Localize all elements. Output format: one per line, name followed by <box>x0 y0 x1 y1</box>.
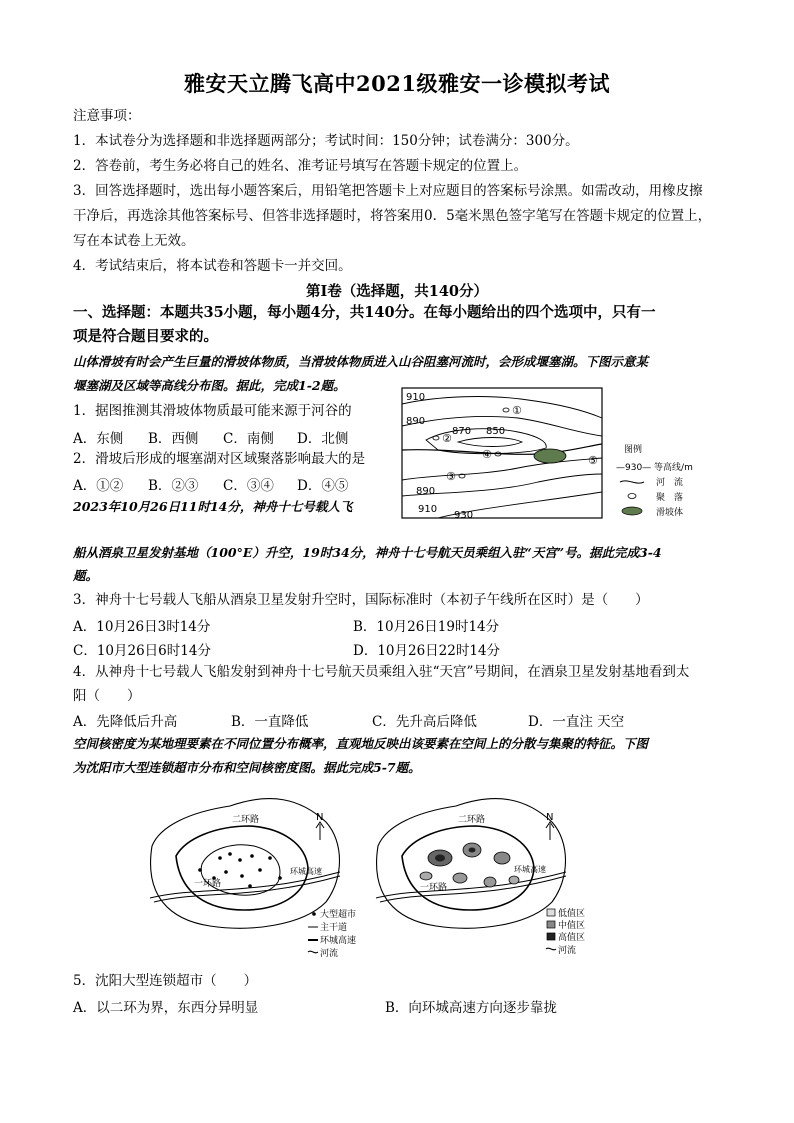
notice-heading: 注意事项： <box>73 108 141 124</box>
contour-line <box>402 397 602 418</box>
legend-item-contour: —930— 等高线/m <box>616 463 693 473</box>
legend-mid: 中值区 <box>558 921 586 931</box>
q3-option-c: C．10月26日6时14分 <box>73 643 211 659</box>
contour-label: 890 <box>416 486 436 497</box>
settlement-label: ④ <box>482 448 492 461</box>
settlement-label: ① <box>512 404 522 417</box>
section-intro: 项是符合题目要求的。 <box>73 328 218 345</box>
contour-map-figure <box>398 384 728 524</box>
label-ring2: 二环路 <box>232 815 260 825</box>
legend-main-road: 主干道 <box>320 923 348 933</box>
shenyang-maps <box>130 786 610 964</box>
legend-high: 高值区 <box>558 933 586 943</box>
legend-expressway: 环城高速 <box>320 936 357 946</box>
question-2: 2．滑坡后形成的堰塞湖对区域聚落影响最大的是 <box>73 451 366 467</box>
q2-option-d: D．④⑤ <box>297 478 349 494</box>
material-text: 堰塞湖及区域等高线分布图。据此，完成1-2题。 <box>73 378 346 393</box>
q4-option-c: C．先升高后降低 <box>372 714 477 730</box>
question-5: 5．沈阳大型连锁超市（ ） <box>73 973 258 989</box>
legend-item-settlement: 聚 落 <box>656 493 684 503</box>
q1-option-b: B．西侧 <box>148 431 199 447</box>
legend-supermarket: 大型超市 <box>320 910 357 920</box>
label-expressway: 环城高速 <box>290 867 322 876</box>
notice-item: 写在本试卷上无效。 <box>73 233 195 249</box>
supermarket-distribution-map <box>150 799 356 959</box>
contour-map <box>398 384 728 524</box>
q1-option-d: D．北侧 <box>297 431 349 447</box>
legend-river: 河流 <box>320 949 339 959</box>
question-3: 3．神舟十七号载人飞船从酒泉卫星发射升空时，国际标准时（本初子午线所在区时）是（ ） <box>73 592 649 608</box>
settlement-label: ③ <box>446 470 456 483</box>
material-text: 船从酒泉卫星发射基地（100°E）升空，19时34分，神舟十七号航天员乘组入驻“天宫”号。据此完成3-4 <box>73 545 662 560</box>
material-text: 题。 <box>73 568 99 583</box>
legend-river: 河流 <box>558 946 577 956</box>
material-text: 山体滑坡有时会产生巨量的滑坡体物质，当滑坡体物质进入山谷阻塞河流时，会形成堰塞湖。下图示意某 <box>73 354 649 369</box>
settlement-label: ② <box>442 432 452 445</box>
legend-item-river: 河 流 <box>656 478 684 488</box>
kernel-density-map <box>376 799 585 956</box>
q1-option-a: A．东侧 <box>73 431 124 447</box>
q4-option-b: B．一直降低 <box>231 714 309 730</box>
q5-option-a: A．以二环为界，东西分异明显 <box>73 1000 259 1016</box>
contour-label: 870 <box>452 426 472 437</box>
exam-title: 雅安天立腾飞高中2021级雅安一诊模拟考试 <box>184 71 610 96</box>
legend-title: 图例 <box>624 445 643 455</box>
question-1: 1．据图推测其滑坡体物质最可能来源于河谷的 <box>73 403 352 419</box>
material-text: 2023年10月26日11时14分，神舟十七号载人飞 <box>73 499 353 514</box>
contour-line <box>458 438 522 447</box>
notice-item: 4．考试结束后，将本试卷和答题卡一并交回。 <box>73 258 352 274</box>
section-intro: 一、选择题：本题共35小题，每小题4分，共140分。在每小题给出的四个选项中，只有一 <box>73 304 656 321</box>
north-label: N <box>316 812 324 823</box>
q3-option-d: D．10月26日22时14分 <box>353 643 501 659</box>
contour-label: 930 <box>454 510 474 521</box>
contour-label: 910 <box>418 504 438 515</box>
label-ring1: 一环路 <box>194 879 222 889</box>
contour-label: 850 <box>486 426 506 437</box>
q3-option-b: B．10月26日19时14分 <box>353 619 500 635</box>
north-label: N <box>546 812 554 823</box>
q2-option-c: C．③④ <box>223 478 274 494</box>
material-text: 为沈阳市大型连锁超市分布和空间核密度图。据此完成5-7题。 <box>73 760 421 775</box>
question-4: 4．从神舟十七号载人飞船发射到神舟十七号航天员乘组入驻“天宫”号期间，在酒泉卫星发射基地看到太 <box>73 664 690 680</box>
label-ring2: 二环路 <box>458 815 486 825</box>
shenyang-maps-figure <box>130 786 610 964</box>
contour-label: 890 <box>406 416 426 427</box>
legend-item-landslide: 滑坡体 <box>656 508 684 518</box>
question-4: 阳（ ） <box>73 688 141 704</box>
q1-option-c: C．南侧 <box>223 431 274 447</box>
contour-label: 910 <box>406 392 426 403</box>
q3-option-a: A．10月26日3时14分 <box>73 619 211 635</box>
settlement-label: ⑤ <box>588 454 598 467</box>
legend-low: 低值区 <box>558 909 586 919</box>
q2-option-a: A．①② <box>73 478 124 494</box>
notice-item: 2．答卷前，考生务必将自己的姓名、准考证号填写在答题卡规定的位置上。 <box>73 158 528 174</box>
label-ring1: 一环路 <box>420 883 448 893</box>
notice-item: 干净后，再选涂其他答案标号、但答非选择题时，将答案用0．5毫米黑色签字笔写在答题卡规定的位置上， <box>73 208 712 224</box>
notice-item: 3．回答选择题时，选出每小题答案后，用铅笔把答题卡上对应题目的答案标号涂黑。如需改动，用橡皮擦 <box>73 183 703 199</box>
q4-option-d: D．一直注 天空 <box>528 714 625 730</box>
label-expressway: 环城高速 <box>514 865 546 874</box>
material-text: 空间核密度为某地理要素在不同位置分布概率，直观地反映出该要素在空间上的分散与集聚的特征。下图 <box>73 736 649 751</box>
q4-option-a: A．先降低后升高 <box>73 714 178 730</box>
q5-option-b: B．向环城高速方向逐步靠拢 <box>385 1000 557 1016</box>
notice-item: 1．本试卷分为选择题和非选择题两部分；考试时间：150分钟；试卷满分：300分。 <box>73 133 579 149</box>
q2-option-b: B．②③ <box>148 478 199 494</box>
landslide-body <box>534 449 566 463</box>
section-title: 第Ⅰ卷（选择题，共140分） <box>305 283 489 300</box>
